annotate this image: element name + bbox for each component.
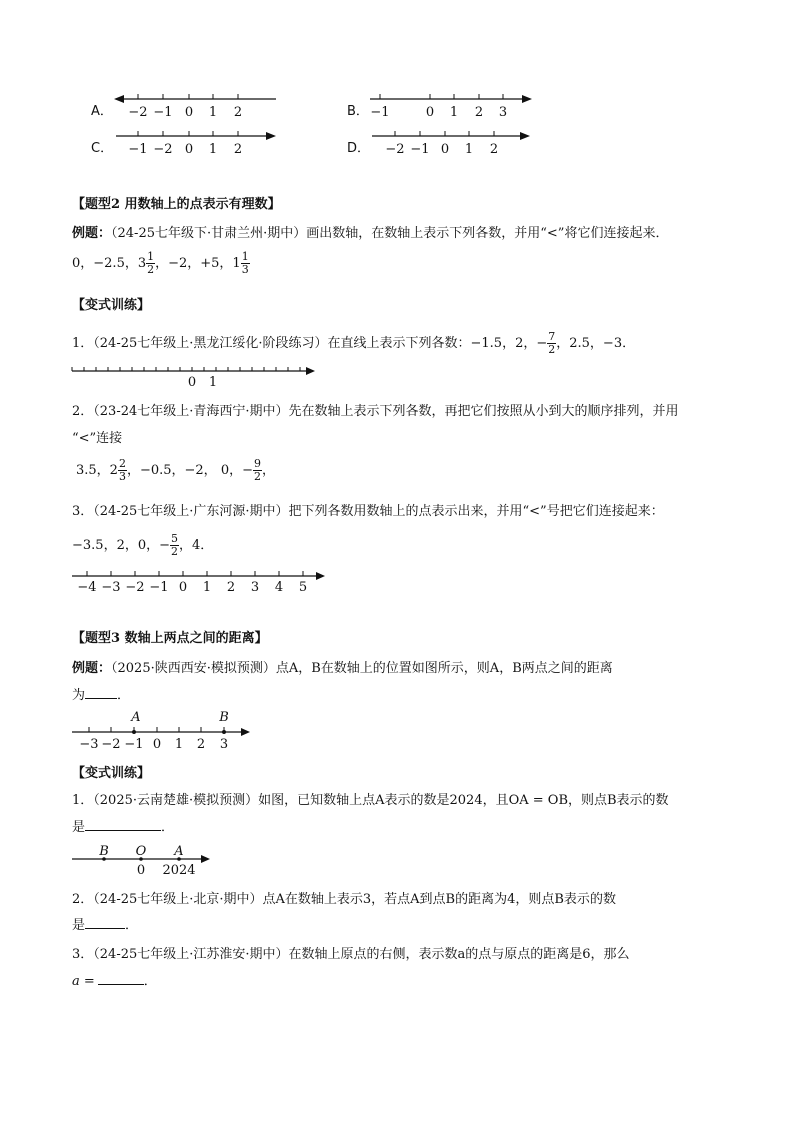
question-text: ．	[125, 918, 139, 933]
option-d-tick: −2	[385, 142, 405, 157]
option-b-tick: 1	[449, 105, 459, 120]
q3-tick: 4	[274, 580, 284, 595]
option-c-label: C．	[91, 141, 114, 156]
question-3-3-line2	[72, 970, 157, 989]
question-3-2-line1: 2．（24-25七年级上·北京·期中）点A在数轴上表示3，若点A到点B的距离为4，则点B表示的数	[72, 892, 616, 907]
question-text: ．	[161, 820, 175, 835]
q3-tick: 1	[202, 580, 212, 595]
fraction: $\frac{1}{3}$	[241, 250, 249, 276]
question-text: a =	[72, 974, 95, 989]
example-label: 例题：	[72, 661, 112, 676]
option-c-tick: 1	[208, 142, 218, 157]
example-text: ．	[117, 688, 131, 703]
q3-tick: −3	[101, 580, 121, 595]
ex-tick: 3	[219, 737, 229, 752]
ex-tick: −1	[124, 737, 144, 752]
option-d-tick: 1	[464, 142, 474, 157]
point-b-label: B	[219, 710, 229, 725]
ex-tick: 0	[152, 737, 162, 752]
question-text: ．	[143, 974, 157, 989]
option-d-tick: 0	[440, 142, 450, 157]
question-2-2-line1: 2．（23-24七年级上·青海西宁·期中）先在数轴上表示下列各数，再把它们按照从小到大的顺序排列，并用	[72, 404, 679, 419]
ex-tick: 1	[174, 737, 184, 752]
option-b-tick: 3	[498, 105, 508, 120]
question-text: 1．（24-25七年级上·黑龙江绥化·阶段练习）在直线上表示下列各数：−1.5，2，−	[72, 336, 548, 351]
numbers-text: ，4．	[179, 538, 214, 553]
point-a-label: A	[131, 710, 141, 725]
fraction: $\frac{1}{2}$	[147, 250, 155, 276]
numbers-text: ，−0.5，−2， 0，−	[126, 463, 253, 478]
option-c-tick: −2	[153, 142, 173, 157]
numbers-text: −3.5，2，0，−	[72, 538, 171, 553]
example-text: 为	[72, 688, 86, 703]
fraction: $\frac{9}{2}$	[253, 457, 261, 483]
fraction: $\frac{7}{2}$	[548, 330, 556, 356]
question-text: 是	[72, 918, 86, 933]
ex-tick: −3	[79, 737, 99, 752]
section-2-heading: 【题型2 用数轴上的点表示有理数】	[72, 197, 281, 212]
variant-training-heading-3: 【变式训练】	[72, 766, 151, 781]
option-d-label: D．	[347, 141, 371, 156]
point-b-label: B	[99, 844, 109, 859]
option-a-tick: −2	[128, 105, 148, 120]
option-a-tick: 0	[184, 105, 194, 120]
example-label: 例题：	[72, 226, 112, 241]
question-text: 是	[72, 820, 86, 835]
q3-tick: −1	[149, 580, 169, 595]
point-a-label: A	[174, 844, 184, 859]
option-b-tick: 0	[425, 105, 435, 120]
numbers-text: ，−2，+5，1	[155, 256, 241, 271]
numbers-text: 3.5，2	[76, 463, 118, 478]
answer-blank[interactable]	[85, 928, 125, 929]
value-2024-label: 2024	[162, 863, 196, 878]
q3-tick: 0	[178, 580, 188, 595]
q3-tick: −2	[125, 580, 145, 595]
option-c-tick: −1	[128, 142, 148, 157]
zero-label: 0	[136, 863, 146, 878]
ex-tick: 2	[196, 737, 206, 752]
question-3-2-line2	[72, 914, 138, 933]
ex-tick: −2	[101, 737, 121, 752]
option-b-label: B．	[347, 104, 369, 119]
fraction: $\frac{2}{3}$	[118, 457, 126, 483]
option-a-tick: 1	[208, 105, 218, 120]
example-text: （24-25七年级下·甘肃兰州·期中）画出数轴，在数轴上表示下列各数，并用“<”将它们连接起来．	[111, 226, 669, 241]
question-3-1-line1: 1．（2025·云南楚雄·模拟预测）如图，已知数轴上点A表示的数是2024，且OA = OB，则点B表示的数	[72, 793, 669, 808]
example-text: （2025·陕西西安·模拟预测）点A，B在数轴上的位置如图所示，则A，B两点之间的距离	[111, 661, 613, 676]
origin-label: O	[135, 844, 147, 859]
option-c-tick: 2	[233, 142, 243, 157]
q3-tick: 3	[250, 580, 260, 595]
question-2-3: 3．（24-25七年级上·广东河源·期中）把下列各数用数轴上的点表示出来，并用“<”号把它们连接起来：	[72, 504, 664, 519]
section-3-heading: 【题型3 数轴上两点之间的距离】	[72, 631, 268, 646]
answer-blank[interactable]	[98, 984, 144, 985]
q3-tick: 2	[226, 580, 236, 595]
option-a-tick: −1	[153, 105, 173, 120]
option-d-tick: −1	[410, 142, 430, 157]
option-d-tick: 2	[489, 142, 499, 157]
q3-tick: −4	[77, 580, 97, 595]
question-2-2-line2: “<”连接	[72, 431, 123, 446]
option-b-tick: 2	[474, 105, 484, 120]
numbers-text: ，	[261, 463, 275, 478]
option-b-tick: −1	[370, 105, 390, 120]
numbers-text: 0，−2.5，3	[72, 256, 147, 271]
question-text: ，2.5，−3．	[556, 336, 636, 351]
variant-training-heading: 【变式训练】	[72, 298, 151, 313]
option-a-tick: 2	[233, 105, 243, 120]
question-3-3-line1: 3．（24-25七年级上·江苏淮安·期中）在数轴上原点的右侧，表示数a的点与原点的距离是6，那么	[72, 947, 630, 962]
option-a-label: A．	[91, 104, 113, 119]
axis-label-1: 1	[208, 375, 218, 390]
fraction: $\frac{5}{2}$	[171, 532, 179, 558]
q3-tick: 5	[298, 580, 308, 595]
option-c-tick: 0	[184, 142, 194, 157]
axis-label-0: 0	[187, 375, 197, 390]
